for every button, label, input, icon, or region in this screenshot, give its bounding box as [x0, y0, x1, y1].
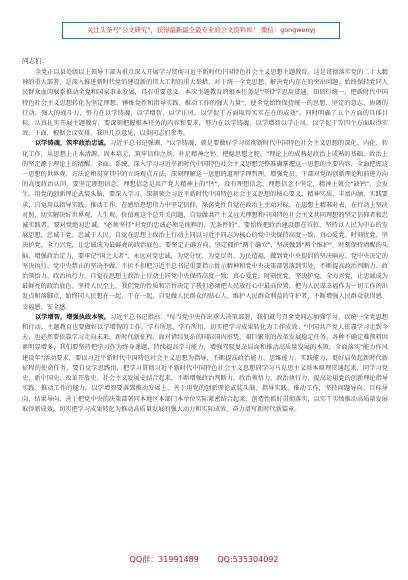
qq-group-number: QQ群：31991489	[129, 555, 199, 564]
document-body	[22, 50, 388, 550]
paragraph-section-1	[22, 139, 388, 312]
contact-footer	[0, 553, 408, 567]
paragraph-intro	[22, 68, 388, 139]
section-heading-2: 以学增智，增强执政本领。	[35, 313, 111, 321]
promo-banner: 关注头条号"公文研究"，获得最新最全最专业的公文资料库！ 微信：gongwenyj	[62, 22, 340, 39]
paragraph-text: 习近平总书记强调，"以学铸魂，就是要做好学习贯彻新时代中国特色社会主义思想的深化、内化、转化工作，从思想上正本清源、固本培元，筑牢信仰之基、补足精神之钙、把稳思想之舵。"理论上的成熟是政治上成熟的基础，政治上的坚定源于理论上的清醒。全面、系统、深入学习习近平新时代中国特色社会主义思想完整准确掌握这一思想的主要内容，全面把握这一思想的世界观、方法论和贯穿其中的立场观点方法，深刻理解这一思想的道理学理哲理，增强党员、干部对党的创新理论和前进方向的高度政治认同。要坚定理想信念。理想信念是共产党人精神上的"钙"，没有理想信念，理想信念不坚定，精神上就会"缺钙"，会发生。用党的创新理论武装头脑，要深入学习、深刻领会习近平新时代中国特色社会主义思想的核心要义、精神实质、丰富内涵、实践要求，自觉用以指导实践、推动工作。在感悟思想伟力中坚定信仰，涤荡党性自觉在政治上主动对标，在思想上精准对表，在行动上坚决对照，切实解决好世界观、人生观、价值观这个总开关问题，自觉做共产主义远大理想和中国特色社会主义共同理想的坚定信仰者和忠诚实践者。要对党绝对忠诚。"必须坚持"对党的忠诚必须是纯粹的、无条件的"。要始终把政治建设摆在首位，坚持以人民为中心的发展思想，忠诚于党、忠诚于人民，自觉在思想上政治上行动上同以习近平同志为核心的党中央保持高度一致，真心爱党、时刻忧党、坚决护党、全力兴党，让忠诚成为最鲜亮的政治底色。要坚定正确方向。坚定拥护"两个确立"、坚决做到"两个维护"，时刻保持清醒的头脑，增强政治定力，要牢记"国之大者"，永远对党忠诚，为党分忧、为党尽责、为民造福，做到党中央提倡的坚决响应、党中央决定的坚决执行、党中央禁止的坚决不做，不折不扣把习近平总书记重要指示批示精神和党中央决策部署落到实处，不断提高政治判断力、政治领悟力、政治执行力，自觉在思想上政治上行动上同党中央保持高度一致，真心爱党、时刻忧党、坚决护党、全力兴党，让忠诚成为最鲜亮的政治底色。坚持人民至上，我们党的性质和宗旨决定了我们必须把人民放在心中最高位置，把为人民谋幸福作为一切工作的出发点和落脚点，始终同人民想在一起、干在一起，自觉做人民群众的贴心人、维护人民群众利益的守护者，不断增强人民群众获得感、幸福感、安全感。	[22, 140, 388, 311]
paragraph-text: 习近平总书记指出："每当党中央作出重大决策部署，我们就号召全党同志加强学习，以统一全党思想和行动。主题教育也要做好以学增智的工作，学有所思、学有所悟，切实把学习成果转化为工作成效。"中国共产党人依靠学习走到今天，也必然要依靠学习走向未来。新时代新征程，面对错综复杂的国际国内形势、艰巨繁重的改革发展稳定任务，各种不确定难预料因素明显增多，我们要坚持把学习作为终身课题，持续提高学习能力，增强驾驭复杂局面和推动高质量发展的本领，全面落实"能力作风建设年"活动要求，要以习近平新时代中国特色社会主义思想为指导，不断提高政治能力、思维能力、实践能力，更好肩负起新时代新征程的使命任务。要自觉学思践悟，把学习贯彻习近平新时代中国特色社会主义思想同学习马克思主义基本原理贯通起来，同学习党史、新中国史、改革开放史、社会主义发展史结合起来，不断增强政治判断力、政治领悟力、政治执行力，提高运用党的创新理论指导实践、推动工作的能力。以学增智要落到推动发展上，善于用党的创新理论武装头脑、指导实践、推动工作，坚持问题导向、目标导向、结果导向，善于把党中央的决策部署同本地区本部门本单位实际紧密结合起来，创造性抓好贯彻落实，以实干实绩推动高质量发展取得新成效，切实把学习成果转化为推动高质量发展的强大动力和实际成效，奋力谱写新时代新篇章。	[22, 313, 388, 413]
greeting: 同志们：	[22, 57, 48, 65]
section-heading-1: 以学铸魂，筑牢政治忠诚。	[35, 140, 111, 148]
paragraph-text: 全党正以县处级以上领导干部为重点深入开展学习贯彻习近平新时代中国特色社会主义思想主题教育。这是贯彻落实党的二十大精神的重大部署，是深入推进新时代党的建设新的伟大工程的重大举措，对于统一全党思想、解决党内存在的突出问题、始终保持党同人民群众血肉联系推动全党和国家事业发展，具有重要意义。本次主题教育的根本任务是"坚持学思用贯通、知信行统一，把新时代中国特色社会主义思想转化为坚定理想、锤炼党性和指导实践、推动工作的强大力量"，使全党始终保持统一的思想、坚定的意志、协调的行动、强大的战斗力，努力在以学铸魂、以学增智、以学正风、以学促干方面取得实实在在的成效"。同时明确了五个方面的具体目标。认真扎实开展主题教育，要深刻把握根本任务的内容和要求，努力在以学铸魂、以学增智以学正风、以学促干等四个方面取得实效，下面，根据会议安排，我讲几点意见，以供同志们参考。	[22, 69, 388, 138]
paragraph-section-2	[22, 313, 388, 415]
qq-number: QQ:535304092	[217, 555, 279, 564]
